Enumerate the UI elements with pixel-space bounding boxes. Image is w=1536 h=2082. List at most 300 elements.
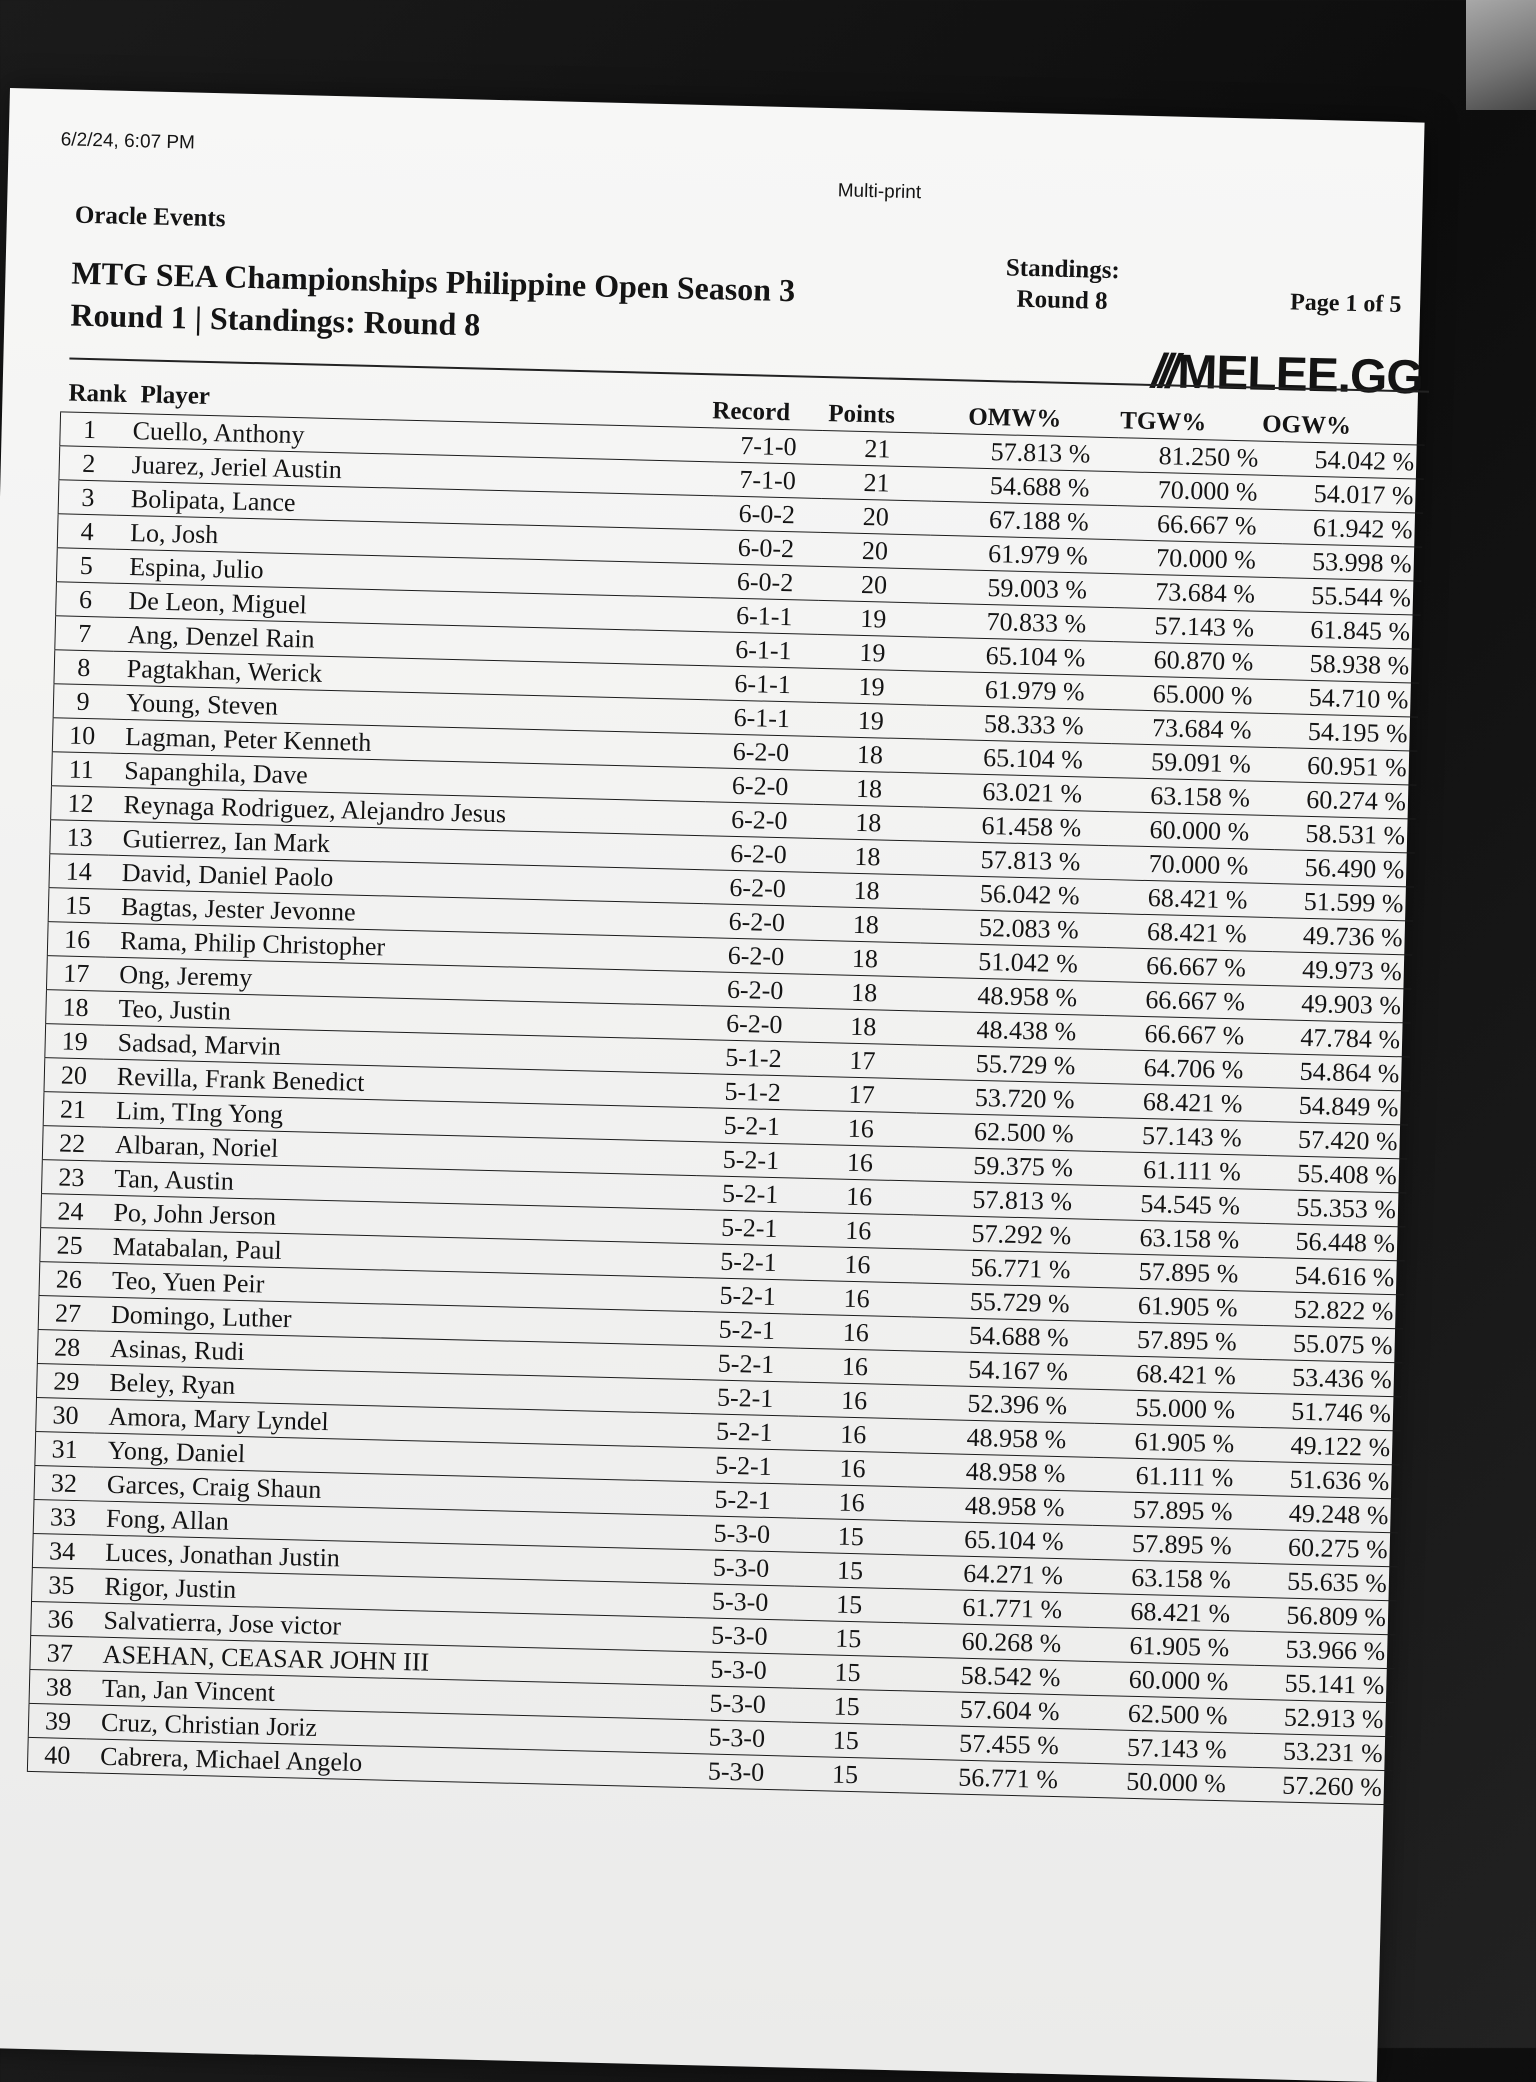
melee-logo-mark: /// — [1150, 344, 1175, 399]
cell-rank: 9 — [53, 684, 112, 719]
cell-tgw: 70.000 % — [1117, 472, 1284, 510]
cell-player: Revilla, Frank Benedict — [102, 1059, 699, 1108]
column-header-player: Player — [140, 381, 211, 410]
cell-tgw: 66.667 % — [1104, 1016, 1271, 1054]
cell-record: 5-3-0 — [687, 1515, 796, 1552]
cell-player: Ang, Denzel Rain — [113, 617, 710, 666]
cell-record: 5-2-1 — [692, 1346, 801, 1383]
cell-rank: 3 — [58, 480, 117, 515]
cell-rank: 38 — [29, 1669, 88, 1704]
cell-points: 16 — [800, 1314, 911, 1351]
cell-tgw: 66.667 % — [1116, 506, 1283, 544]
cell-points: 15 — [790, 1722, 901, 1759]
cell-rank: 5 — [56, 548, 115, 583]
cell-player: Lo, Josh — [116, 515, 713, 564]
cell-ogw: 49.973 % — [1271, 952, 1412, 989]
cell-tgw: 63.158 % — [1110, 778, 1277, 816]
cell-record: 6-1-1 — [707, 700, 816, 737]
cell-omw: 61.458 % — [923, 807, 1110, 846]
cell-record: 5-2-1 — [692, 1312, 801, 1349]
cell-player: David, Daniel Paolo — [107, 855, 704, 904]
cell-points: 15 — [794, 1586, 905, 1623]
cell-tgw: 66.667 % — [1105, 948, 1272, 986]
cell-record: 6-2-0 — [705, 802, 814, 839]
cell-points: 18 — [808, 1008, 919, 1045]
cell-tgw: 61.905 % — [1089, 1627, 1256, 1665]
cell-tgw: 73.684 % — [1111, 710, 1278, 748]
cell-tgw: 61.905 % — [1097, 1287, 1264, 1325]
cell-tgw: 66.667 % — [1105, 982, 1272, 1020]
cell-ogw: 53.966 % — [1255, 1631, 1396, 1668]
cell-rank: 21 — [43, 1092, 102, 1127]
cell-rank: 32 — [34, 1466, 93, 1501]
cell-player: Asinas, Rudi — [96, 1331, 693, 1380]
cell-ogw: 54.616 % — [1264, 1258, 1405, 1295]
standings-label-line1: Standings: — [1005, 254, 1121, 285]
column-header-omw: OMW% — [967, 403, 1062, 433]
cell-omw: 57.455 % — [900, 1725, 1087, 1764]
cell-record: 6-1-1 — [710, 598, 819, 635]
cell-player: Salvatierra, Jose victor — [89, 1603, 686, 1652]
column-header-rank: Rank — [68, 379, 128, 408]
cell-ogw: 55.075 % — [1262, 1325, 1403, 1362]
cell-record: 6-0-2 — [711, 564, 820, 601]
cell-points: 16 — [803, 1212, 914, 1249]
cell-points: 19 — [818, 600, 929, 637]
organizer-name: Oracle Events — [74, 201, 226, 233]
cell-ogw: 49.736 % — [1272, 918, 1413, 955]
cell-rank: 13 — [50, 820, 109, 855]
cell-rank: 1 — [60, 412, 119, 447]
cell-player: Po, John Jerson — [99, 1195, 696, 1244]
cell-points: 15 — [791, 1688, 902, 1725]
cell-ogw: 54.849 % — [1268, 1088, 1409, 1125]
cell-omw: 59.375 % — [915, 1147, 1102, 1186]
cell-tgw: 63.158 % — [1091, 1559, 1258, 1597]
cell-points: 17 — [806, 1076, 917, 1113]
cell-ogw: 56.809 % — [1256, 1597, 1397, 1634]
cell-tgw: 57.895 % — [1098, 1253, 1265, 1291]
cell-player: Reynaga Rodriguez, Alejandro Jesus — [109, 787, 706, 836]
event-title — [70, 252, 796, 354]
cell-points: 16 — [802, 1246, 913, 1283]
cell-player: Ong, Jeremy — [105, 957, 702, 1006]
cell-ogw: 49.248 % — [1258, 1495, 1399, 1532]
cell-omw: 64.271 % — [905, 1555, 1092, 1594]
cell-player: Lim, TIng Yong — [102, 1093, 699, 1142]
cell-tgw: 50.000 % — [1086, 1763, 1253, 1801]
cell-rank: 27 — [38, 1296, 97, 1331]
cell-rank: 19 — [45, 1024, 104, 1059]
cell-ogw: 61.845 % — [1280, 612, 1421, 649]
cell-omw: 48.438 % — [918, 1011, 1105, 1050]
cell-omw: 57.292 % — [913, 1215, 1100, 1254]
cell-rank: 12 — [51, 786, 110, 821]
cell-ogw: 55.544 % — [1281, 578, 1422, 615]
cell-omw: 54.167 % — [910, 1351, 1097, 1390]
cell-player: Yong, Daniel — [93, 1433, 690, 1482]
cell-points: 18 — [815, 736, 926, 773]
cell-rank: 34 — [32, 1533, 91, 1568]
cell-record: 6-1-1 — [708, 666, 817, 703]
cell-omw: 55.729 % — [911, 1283, 1098, 1322]
cell-tgw: 68.421 % — [1090, 1593, 1257, 1631]
cell-tgw: 57.895 % — [1092, 1491, 1259, 1529]
cell-player: Tan, Austin — [100, 1161, 697, 1210]
cell-record: 6-0-2 — [712, 496, 821, 533]
cell-record: 5-3-0 — [685, 1617, 794, 1654]
cell-player: Lagman, Peter Kenneth — [111, 719, 708, 768]
cell-omw: 56.771 % — [900, 1759, 1087, 1798]
cell-ogw: 58.531 % — [1275, 816, 1416, 853]
cell-tgw: 61.111 % — [1093, 1457, 1260, 1495]
cell-record: 5-2-1 — [689, 1448, 798, 1485]
cell-omw: 55.729 % — [917, 1045, 1104, 1084]
cell-omw: 48.958 % — [919, 977, 1106, 1016]
cell-points: 18 — [813, 804, 924, 841]
cell-points: 19 — [815, 702, 926, 739]
cell-rank: 40 — [27, 1737, 86, 1772]
cell-rank: 29 — [37, 1364, 96, 1399]
cell-player: Rama, Philip Christopher — [106, 923, 703, 972]
cell-omw: 62.500 % — [915, 1113, 1102, 1152]
cell-rank: 33 — [33, 1500, 92, 1535]
cell-ogw: 60.951 % — [1276, 748, 1417, 785]
cell-points: 18 — [810, 940, 921, 977]
cell-rank: 2 — [59, 446, 118, 481]
cell-points: 15 — [790, 1756, 901, 1793]
cell-record: 6-2-0 — [702, 904, 811, 941]
cell-player: De Leon, Miguel — [114, 583, 711, 632]
cell-player: Espina, Julio — [115, 549, 712, 598]
melee-logo — [1151, 344, 1424, 406]
column-header-points: Points — [827, 400, 896, 429]
cell-record: 5-3-0 — [683, 1719, 792, 1756]
cell-rank: 37 — [30, 1635, 89, 1670]
page-number: Page 1 of 5 — [1289, 289, 1402, 319]
cell-tgw: 65.000 % — [1112, 676, 1279, 714]
cell-rank: 28 — [37, 1330, 96, 1365]
cell-rank: 7 — [55, 616, 114, 651]
cell-record: 6-2-0 — [701, 972, 810, 1009]
cell-record: 7-1-0 — [713, 462, 822, 499]
cell-points: 21 — [821, 464, 932, 501]
cell-record: 6-2-0 — [707, 734, 816, 771]
cell-ogw: 54.017 % — [1283, 476, 1424, 513]
cell-omw: 61.979 % — [930, 535, 1117, 574]
cell-points: 18 — [809, 974, 920, 1011]
cell-omw: 48.958 % — [906, 1487, 1093, 1526]
cell-player: Juarez, Jeriel Austin — [117, 447, 714, 496]
cell-record: 5-2-1 — [695, 1210, 804, 1247]
cell-rank: 14 — [49, 854, 108, 889]
cell-points: 20 — [820, 532, 931, 569]
cell-record: 5-2-1 — [696, 1176, 805, 1213]
cell-omw: 65.104 % — [905, 1521, 1092, 1560]
cell-points: 20 — [820, 498, 931, 535]
cell-omw: 59.003 % — [929, 569, 1116, 608]
cell-omw: 65.104 % — [925, 739, 1112, 778]
cell-player: Bagtas, Jester Jevonne — [107, 889, 704, 938]
cell-ogw: 58.938 % — [1279, 646, 1420, 683]
cell-player: Pagtakhan, Werick — [112, 651, 709, 700]
cell-omw: 67.188 % — [930, 501, 1117, 540]
cell-record: 5-2-1 — [688, 1482, 797, 1519]
cell-tgw: 54.545 % — [1100, 1185, 1267, 1223]
cell-record: 5-3-0 — [684, 1651, 793, 1688]
cell-player: Beley, Ryan — [95, 1365, 692, 1414]
cell-omw: 54.688 % — [910, 1317, 1097, 1356]
cell-points: 15 — [795, 1518, 906, 1555]
cell-rank: 36 — [31, 1601, 90, 1636]
cell-points: 16 — [800, 1348, 911, 1385]
cell-rank: 15 — [48, 888, 107, 923]
cell-points: 19 — [817, 634, 928, 671]
cell-rank: 10 — [52, 718, 111, 753]
cell-tgw: 57.143 % — [1101, 1117, 1268, 1155]
cell-player: ASEHAN, CEASAR JOHN III — [88, 1637, 685, 1686]
cell-points: 16 — [797, 1450, 908, 1487]
cell-ogw: 55.141 % — [1254, 1665, 1395, 1702]
cell-record: 6-2-0 — [702, 938, 811, 975]
column-header-tgw: TGW% — [1119, 407, 1207, 437]
cell-record: 5-2-1 — [697, 1142, 806, 1179]
cell-omw: 48.958 % — [908, 1419, 1095, 1458]
cell-rank: 17 — [46, 956, 105, 991]
cell-tgw: 55.000 % — [1095, 1389, 1262, 1427]
cell-rank: 11 — [51, 752, 110, 787]
cell-record: 5-3-0 — [682, 1753, 791, 1790]
cell-ogw: 55.408 % — [1266, 1156, 1407, 1193]
cell-points: 16 — [796, 1484, 907, 1521]
cell-tgw: 57.143 % — [1086, 1729, 1253, 1767]
cell-record: 5-1-2 — [698, 1074, 807, 1111]
cell-record: 5-1-2 — [699, 1040, 808, 1077]
cell-tgw: 57.895 % — [1096, 1321, 1263, 1359]
cell-points: 18 — [812, 838, 923, 875]
cell-rank: 23 — [41, 1160, 100, 1195]
cell-record: 6-2-0 — [704, 836, 813, 873]
cell-omw: 54.688 % — [931, 467, 1118, 506]
cell-ogw: 49.903 % — [1271, 986, 1412, 1023]
cell-rank: 6 — [56, 582, 115, 617]
cell-rank: 31 — [35, 1432, 94, 1467]
cell-tgw: 68.421 % — [1102, 1084, 1269, 1122]
cell-player: Garces, Craig Shaun — [93, 1467, 690, 1516]
cell-points: 15 — [792, 1654, 903, 1691]
cell-rank: 25 — [40, 1228, 99, 1263]
cell-player: Gutierrez, Ian Mark — [108, 821, 705, 870]
melee-logo-text: MELEE.GG — [1176, 345, 1424, 405]
cell-points: 18 — [811, 872, 922, 909]
cell-tgw: 61.111 % — [1101, 1151, 1268, 1189]
cell-player: Bolipata, Lance — [117, 481, 714, 530]
cell-points: 17 — [807, 1042, 918, 1079]
cell-tgw: 57.895 % — [1091, 1525, 1258, 1563]
cell-omw: 58.542 % — [902, 1657, 1089, 1696]
cell-tgw: 73.684 % — [1115, 574, 1282, 612]
event-title-line2: Round 1 | Standings: Round 8 — [70, 296, 481, 343]
cell-rank: 26 — [39, 1262, 98, 1297]
cell-omw: 57.813 % — [922, 841, 1109, 880]
cell-omw: 60.268 % — [903, 1623, 1090, 1662]
cell-points: 21 — [822, 430, 933, 467]
column-header-record: Record — [711, 397, 791, 427]
cell-rank: 18 — [46, 990, 105, 1025]
cell-player: Amora, Mary Lyndel — [94, 1399, 691, 1448]
cell-record: 6-2-0 — [700, 1006, 809, 1043]
cell-points: 19 — [816, 668, 927, 705]
cell-ogw: 54.864 % — [1269, 1054, 1410, 1091]
cell-tgw: 70.000 % — [1115, 540, 1282, 578]
cell-points: 18 — [810, 906, 921, 943]
cell-player: Cabrera, Michael Angelo — [86, 1739, 683, 1788]
cell-points: 18 — [814, 770, 925, 807]
cell-omw: 57.813 % — [932, 433, 1119, 472]
cell-tgw: 68.421 % — [1107, 880, 1274, 918]
cell-record: 7-1-0 — [714, 428, 823, 465]
cell-ogw: 51.636 % — [1259, 1461, 1400, 1498]
cell-omw: 56.771 % — [912, 1249, 1099, 1288]
cell-points: 16 — [804, 1178, 915, 1215]
cell-record: 5-2-1 — [694, 1244, 803, 1281]
cell-ogw: 54.195 % — [1277, 714, 1418, 751]
cell-omw: 48.958 % — [907, 1453, 1094, 1492]
tape-strip — [1466, 0, 1536, 110]
cell-ogw: 56.448 % — [1265, 1224, 1406, 1261]
cell-points: 15 — [795, 1552, 906, 1589]
cell-omw: 57.604 % — [901, 1691, 1088, 1730]
cell-tgw: 70.000 % — [1108, 846, 1275, 884]
cell-omw: 52.083 % — [920, 909, 1107, 948]
cell-rank: 35 — [32, 1567, 91, 1602]
cell-record: 5-2-1 — [690, 1414, 799, 1451]
cell-record: 5-2-1 — [691, 1380, 800, 1417]
standings-body — [27, 412, 1424, 1805]
cell-record: 5-2-1 — [693, 1278, 802, 1315]
cell-ogw: 61.942 % — [1282, 510, 1423, 547]
cell-ogw: 53.231 % — [1252, 1733, 1393, 1770]
cell-omw: 56.042 % — [921, 875, 1108, 914]
cell-omw: 52.396 % — [909, 1385, 1096, 1424]
cell-ogw: 49.122 % — [1260, 1427, 1401, 1464]
cell-tgw: 68.421 % — [1106, 914, 1273, 952]
cell-ogw: 57.420 % — [1267, 1122, 1408, 1159]
cell-ogw: 52.913 % — [1253, 1699, 1394, 1736]
cell-ogw: 51.746 % — [1261, 1393, 1402, 1430]
cell-player: Teo, Yuen Peir — [97, 1263, 694, 1312]
cell-player: Rigor, Justin — [90, 1569, 687, 1618]
cell-tgw: 60.000 % — [1088, 1661, 1255, 1699]
cell-points: 16 — [805, 1110, 916, 1147]
cell-ogw: 53.436 % — [1261, 1359, 1402, 1396]
cell-rank: 24 — [41, 1194, 100, 1229]
event-title-line1: MTG SEA Championships Philippine Open Season 3 — [71, 254, 796, 309]
cell-tgw: 81.250 % — [1118, 438, 1285, 476]
cell-omw: 57.813 % — [914, 1181, 1101, 1220]
cell-omw: 61.979 % — [926, 671, 1113, 710]
cell-tgw: 59.091 % — [1110, 744, 1277, 782]
cell-rank: 8 — [54, 650, 113, 685]
cell-tgw: 62.500 % — [1087, 1695, 1254, 1733]
cell-tgw: 57.143 % — [1114, 608, 1281, 646]
cell-player: Young, Steven — [112, 685, 709, 734]
cell-ogw: 60.275 % — [1257, 1529, 1398, 1566]
cell-ogw: 56.490 % — [1274, 850, 1415, 887]
cell-omw: 63.021 % — [924, 773, 1111, 812]
cell-points: 16 — [801, 1280, 912, 1317]
printed-sheet — [0, 88, 1425, 2082]
cell-player: Fong, Allan — [92, 1501, 689, 1550]
cell-rank: 22 — [42, 1126, 101, 1161]
cell-ogw: 51.599 % — [1273, 884, 1414, 921]
cell-omw: 53.720 % — [916, 1079, 1103, 1118]
cell-ogw: 54.042 % — [1284, 442, 1425, 479]
print-mode: Multi-print — [837, 180, 922, 204]
cell-rank: 20 — [44, 1058, 103, 1093]
cell-record: 5-2-1 — [697, 1108, 806, 1145]
cell-points: 16 — [805, 1144, 916, 1181]
cell-ogw: 55.635 % — [1256, 1563, 1397, 1600]
cell-omw: 70.833 % — [928, 603, 1115, 642]
cell-player: Luces, Jonathan Justin — [91, 1535, 688, 1584]
cell-ogw: 54.710 % — [1278, 680, 1419, 717]
cell-player: Cruz, Christian Joriz — [87, 1705, 684, 1754]
cell-ogw: 57.260 % — [1252, 1767, 1393, 1804]
cell-omw: 51.042 % — [920, 943, 1107, 982]
cell-record: 6-0-2 — [712, 530, 821, 567]
cell-ogw: 47.784 % — [1270, 1020, 1411, 1057]
cell-omw: 65.104 % — [927, 637, 1114, 676]
cell-player: Teo, Justin — [104, 991, 701, 1040]
cell-rank: 4 — [57, 514, 116, 549]
cell-rank: 16 — [47, 922, 106, 957]
cell-tgw: 60.000 % — [1109, 812, 1276, 850]
cell-rank: 30 — [36, 1398, 95, 1433]
cell-record: 6-2-0 — [703, 870, 812, 907]
cell-ogw: 52.822 % — [1263, 1291, 1404, 1328]
cell-tgw: 64.706 % — [1103, 1050, 1270, 1088]
cell-player: Sadsad, Marvin — [103, 1025, 700, 1074]
standings-label — [1005, 252, 1120, 317]
cell-player: Sapanghila, Dave — [110, 753, 707, 802]
cell-record: 6-2-0 — [706, 768, 815, 805]
cell-record: 5-3-0 — [683, 1685, 792, 1722]
cell-tgw: 63.158 % — [1099, 1219, 1266, 1257]
cell-ogw: 53.998 % — [1281, 544, 1422, 581]
cell-omw: 58.333 % — [925, 705, 1112, 744]
cell-points: 15 — [793, 1620, 904, 1657]
cell-points: 16 — [799, 1382, 910, 1419]
cell-ogw: 55.353 % — [1266, 1190, 1407, 1227]
cell-points: 16 — [798, 1416, 909, 1453]
column-header-ogw: OGW% — [1261, 410, 1352, 440]
cell-player: Tan, Jan Vincent — [88, 1671, 685, 1720]
cell-player: Albaran, Noriel — [101, 1127, 698, 1176]
cell-record: 6-1-1 — [709, 632, 818, 669]
cell-record: 5-3-0 — [687, 1549, 796, 1586]
cell-record: 5-3-0 — [686, 1583, 795, 1620]
cell-points: 20 — [819, 566, 930, 603]
cell-tgw: 61.905 % — [1094, 1423, 1261, 1461]
print-datetime: 6/2/24, 6:07 PM — [60, 129, 196, 154]
cell-ogw: 60.274 % — [1276, 782, 1417, 819]
cell-omw: 61.771 % — [904, 1589, 1091, 1628]
cell-player: Matabalan, Paul — [98, 1229, 695, 1278]
cell-tgw: 60.870 % — [1113, 642, 1280, 680]
cell-player: Domingo, Luther — [97, 1297, 694, 1346]
standings-label-line2: Round 8 — [1016, 285, 1108, 315]
